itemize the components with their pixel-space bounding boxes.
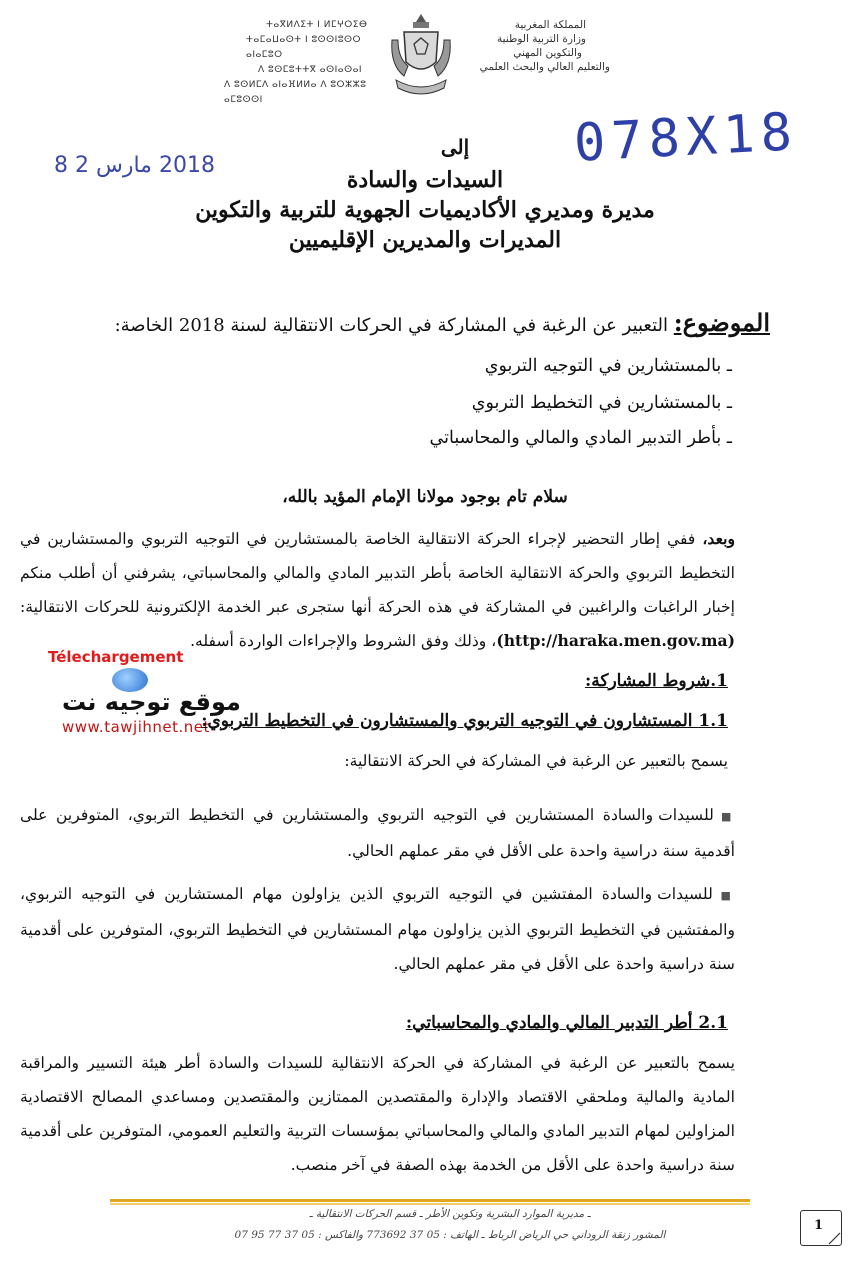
addressee-line: مديرة ومديري الأكاديميات الجهوية للتربية والتكوين bbox=[195, 197, 655, 223]
intro-lead: وبعد، bbox=[702, 529, 735, 548]
subject-line bbox=[70, 308, 770, 337]
subject-text: التعبير عن الرغبة في المشاركة في الحركات الانتقالية لسنة 2018 الخاصة: bbox=[114, 315, 669, 336]
square-bullet-icon: ■ bbox=[713, 810, 735, 823]
addressee-line: السيدات والسادة bbox=[346, 167, 504, 193]
subsection-paragraph: يسمح بالتعبير عن الرغبة في المشاركة في الحركة الانتقالية للسيدات والسادة أطر هيئة التسيير والمراقبة المادية والمالية وملحقي الاقتصاد والإدارة والمقتصدين الممتازين والمقتصدين ومساعدي المصالح الاقتصادية المزاولين لمهام التدبير المادي والمالي والمحاسباتي بمؤسسات التربية والتعليم العمومي، المتوفرين على أقدمية سنة دراسية واحدة على الأقل من الخدمة بهذه الصفة في آخر منصب. bbox=[20, 1054, 735, 1174]
condition-bullet bbox=[20, 798, 735, 868]
subsection-intro: يسمح بالتعبير عن الرغبة في المشاركة في الحركة الانتقالية: bbox=[344, 752, 728, 770]
tifinagh-line: ⵜⴰⵎⴰⵡⴰⵙⵜ ⵏ ⵓⵙⵙⵏⵓⵙⵔ ⴰⵏⴰⵎⵓⵔ bbox=[246, 35, 361, 60]
bullet-text: للسيدات والسادة المفتشين في التوجيه التربوي الذين يزاولون مهام المستشارين في التوجيه التربوي، والمفتشين في التخطيط التربوي الذين يزاولون مهام المستشارين في التخطيط التربوي، المتوفرين على أقدمية سنة دراسية واحدة على الأقل في مقر عملهم الحالي. bbox=[20, 885, 735, 973]
kingdom-name: المملكة المغربية bbox=[514, 19, 586, 31]
footer-divider bbox=[110, 1199, 750, 1202]
ministry-line: والتكوين المهني bbox=[513, 47, 582, 59]
header-tifinagh bbox=[224, 18, 386, 108]
watermark-site-name: موقع توجيه نت bbox=[62, 688, 241, 716]
header-arabic bbox=[460, 18, 610, 74]
royal-crest-icon bbox=[386, 10, 456, 106]
bullet-text: للسيدات والسادة المستشارين في التوجيه التربوي والمستشارين في التخطيط التربوي، المتوفرين على أقدمية سنة دراسية واحدة على الأقل في مقر عملهم الحالي. bbox=[20, 806, 735, 860]
subject-item: ـ بأطر التدبير المادي والمالي والمحاسباتي bbox=[429, 428, 732, 448]
date-stamp: 2018 مارس 2 8 bbox=[54, 153, 215, 178]
footer-divider bbox=[110, 1203, 750, 1205]
intro-paragraph bbox=[20, 522, 735, 658]
service-url-link[interactable]: (http://haraka.men.gov.ma) bbox=[496, 631, 735, 650]
section-heading: 1.شروط المشاركة: bbox=[584, 671, 728, 691]
tifinagh-line: ⴷ ⵓⵙⵎⵓⵜⵜⴳ ⴰⵙⵏⴰⵙⴰⵏ bbox=[258, 65, 363, 75]
square-bullet-icon: ■ bbox=[712, 889, 735, 902]
tifinagh-line: ⴷ ⵓⵙⵍⵎⴷ ⴰⵏⴰⴼⵍⵍⴰ ⴷ ⵓⵔⵣⵣⵓ ⴰⵎⵓⵙⵙⵏ bbox=[224, 80, 367, 105]
intro-text: ففي إطار التحضير لإجراء الحركة الانتقالية الخاصة بالمستشارين في التوجيه التربوي والمستشارين في التخطيط التربوي والحركة الانتقالية الخاصة بأطر التدبير المادي والمالي والمحاسباتي، يشرفني أن أطلب منكم إخبار الراغبات والراغبين في المشاركة في هذه الحركة أنها ستجرى عبر الخدمة الإلكترونية للحركات الانتقالية: bbox=[20, 530, 736, 616]
footer-address: المشور زنقة الروداني حي الرياض الرباط ـ الهاتف : 05 37 773692 والفاكس : 05 37 77 95 07 bbox=[234, 1229, 666, 1241]
subject-item: ـ بالمستشارين في التخطيط التربوي bbox=[471, 393, 732, 413]
intro-text-end: ، وذلك وفق الشروط والإجراءات الواردة أسفله. bbox=[190, 632, 497, 650]
subject-label: الموضوع: bbox=[673, 308, 770, 337]
watermark-url[interactable]: www.tawjihnet.net bbox=[62, 718, 210, 736]
tifinagh-line: ⵜⴰⴳⵍⴷⵉⵜ ⵏ ⵍⵎⵖⵔⵉⴱ bbox=[266, 20, 368, 30]
footer-department: ـ مديرية الموارد البشرية وتكوين الأطر ـ قسم الحركات الانتقالية ـ bbox=[309, 1208, 591, 1220]
addressee-to: إلى bbox=[440, 135, 470, 159]
page-number: 1 bbox=[814, 1218, 824, 1233]
subsection-heading: 2.1 أطر التدبير المالي والمادي والمحاسباتي: bbox=[405, 1013, 728, 1033]
greeting: سلام تام بوجود مولانا الإمام المؤيد بالله، bbox=[282, 487, 568, 507]
ministry-line: والتعليم العالي والبحث العلمي bbox=[479, 61, 610, 73]
reference-stamp: 078X18 bbox=[572, 102, 800, 174]
ministry-line: وزارة التربية الوطنية bbox=[497, 33, 586, 45]
subsection-heading: 1.1 المستشارون في التوجيه التربوي والمستشارون في التخطيط التربوي: bbox=[201, 711, 728, 731]
watermark-label: Télechargement bbox=[48, 648, 184, 666]
addressee-line: المديرات والمديرين الإقليميين bbox=[288, 227, 562, 253]
condition-bullet bbox=[20, 877, 735, 981]
subject-item: ـ بالمستشارين في التوجيه التربوي bbox=[484, 356, 732, 376]
